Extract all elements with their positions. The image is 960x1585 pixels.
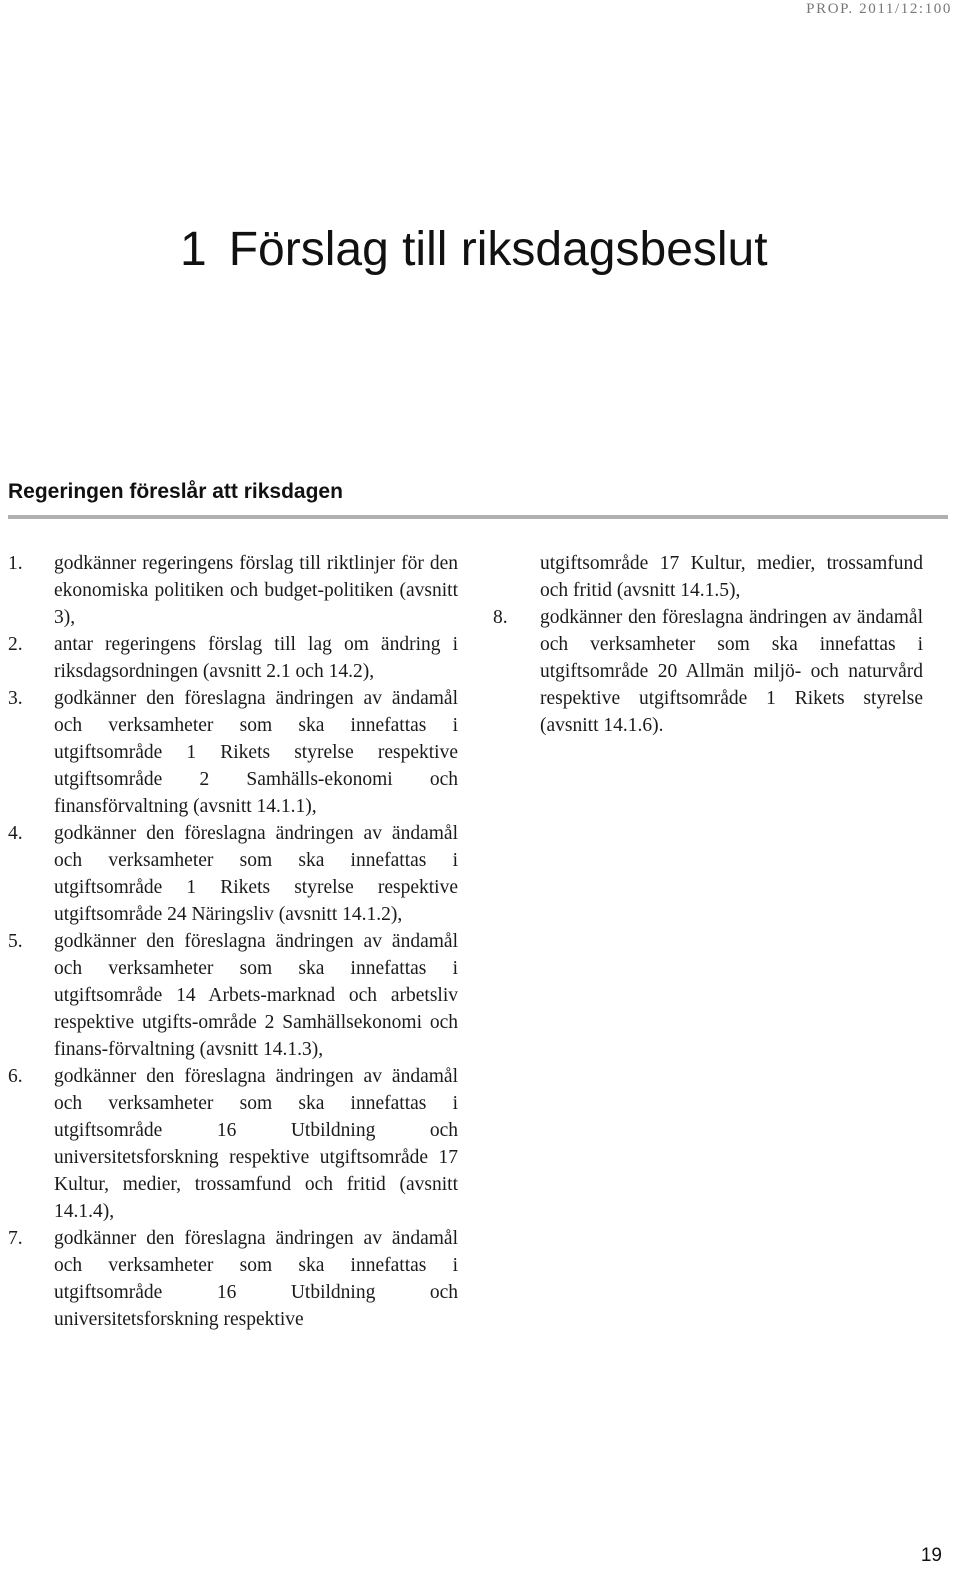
running-header: PROP. 2011/12:100 [806,1,952,17]
right-column [493,550,923,739]
list-item-text: godkänner den föreslagna ändringen av ändamål och verksamheter som ska innefattas i utgiftsområde 1 Rikets styrelse respektive utgiftsområde 2 Samhälls-ekonomi och finansförvaltning (avsnitt 14.1.1), [54,688,458,817]
list-item [8,1225,458,1333]
left-column [8,550,458,1333]
list-item-continuation [493,550,923,604]
section-heading: Regeringen föreslår att riksdagen [8,480,343,503]
list-item [8,550,458,631]
list-item [8,685,458,820]
list-item-number: 3. [8,688,23,709]
list-item-text: antar regeringens förslag till lag om ändring i riksdagsordningen (avsnitt 2.1 och 14.2), [54,634,458,682]
list-item-text: godkänner den föreslagna ändringen av ändamål och verksamheter som ska innefattas i utgiftsområde 16 Utbildning och universitetsforskning respektive utgiftsområde 17 Kultur, medier, trossamfund och fritid (avsnitt 14.1.4), [54,1066,458,1222]
list-item [8,928,458,1063]
list-item-number: 5. [8,931,23,952]
list-item [8,820,458,928]
list-item-number: 8. [493,607,508,628]
list-item-text: utgiftsområde 17 Kultur, medier, trossamfund och fritid (avsnitt 14.1.5), [540,553,923,601]
chapter-title-text: Förslag till riksdagsbeslut [228,223,768,276]
list-item [8,631,458,685]
list-item-text: godkänner regeringens förslag till riktlinjer för den ekonomiska politiken och budget-politiken (avsnitt 3), [54,553,458,628]
chapter-number: 1 [180,223,207,276]
page-number: 19 [920,1545,942,1566]
list-item-number: 2. [8,634,23,655]
list-item-text: godkänner den föreslagna ändringen av ändamål och verksamheter som ska innefattas i utgiftsområde 20 Allmän miljö- och naturvård respektive utgiftsområde 1 Rikets styrelse (avsnitt 14.1.6). [540,607,923,736]
list-item [493,604,923,739]
section-divider [8,515,948,519]
list-item-number: 6. [8,1066,23,1087]
list-item-text: godkänner den föreslagna ändringen av ändamål och verksamheter som ska innefattas i utgiftsområde 14 Arbets-marknad och arbetsliv respektive utgifts-område 2 Samhällsekonomi och finans-förvaltning (avsnitt 14.1.3), [54,931,458,1060]
list-item [8,1063,458,1225]
list-item-text: godkänner den föreslagna ändringen av ändamål och verksamheter som ska innefattas i utgiftsområde 1 Rikets styrelse respektive utgiftsområde 24 Näringsliv (avsnitt 14.1.2), [54,823,458,925]
chapter-title [180,222,768,278]
list-item-number: 1. [8,553,23,574]
list-item-number: 7. [8,1228,23,1249]
list-item-number [493,550,540,604]
list-item-text: godkänner den föreslagna ändringen av ändamål och verksamheter som ska innefattas i utgiftsområde 16 Utbildning och universitetsforskning respektive [54,1228,458,1330]
list-item-number: 4. [8,823,23,844]
